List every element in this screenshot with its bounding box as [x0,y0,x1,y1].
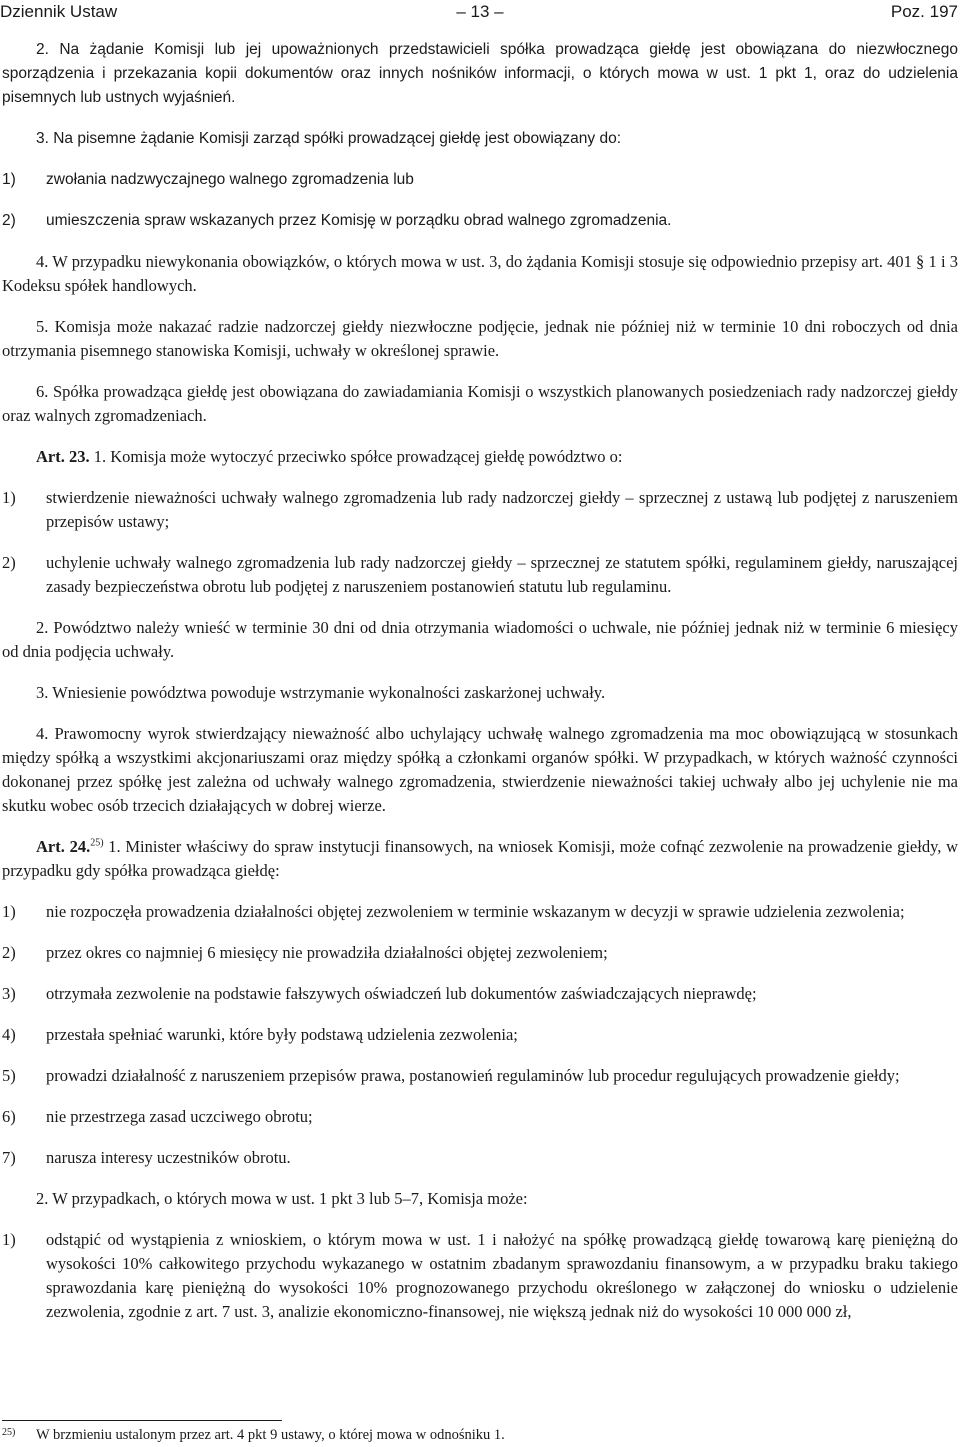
item-number: 7) [2,1148,16,1167]
list-item [2,900,958,924]
list-item [2,982,958,1006]
item-number: 2) [2,943,16,962]
footnote-mark: 25) [2,1427,16,1438]
article-intro-text: 1. Komisja może wytoczyć przeciwko spółce prowadzącej giełdę powództwo o: [89,447,623,466]
footnote-divider [2,1420,282,1421]
item-number: 4) [2,1025,16,1044]
item-text: uchylenie uchwały walnego zgromadzenia lub rady nadzorczej giełdy – sprzecznej ze statutem spółki, regulaminem giełdy, naruszającej zasady bezpieczeństwa obrotu lub podjętej z naruszeniem postanowień statutu lub regulaminu. [46,553,958,596]
list-item [2,486,958,534]
item-text: stwierdzenie nieważności uchwały walnego zgromadzenia lub rady nadzorczej giełdy – sprzecznej z ustawą lub podjętej z naruszeniem przepisów ustawy; [46,488,958,531]
list-item [2,551,958,599]
item-number: 1) [2,488,16,507]
paragraph-4: 4. W przypadku niewykonania obowiązków, o których mowa w ust. 3, do żądania Komisji stosuje się odpowiednio przepisy art. 401 § 1 i 3 Kodeksu spółek handlowych. [2,252,958,295]
item-number: 2) [2,553,16,572]
document-body [2,38,958,1341]
item-number: 3) [2,984,16,1003]
paragraph-5: 5. Komisja może nakazać radzie nadzorczej giełdy niezwłoczne podjęcie, jednak nie później niż w terminie 10 dni roboczych od dnia otrzymania pisemnego stanowiska Komisji, uchwały w określonej sprawie. [2,317,958,360]
item-text: nie przestrzega zasad uczciwego obrotu; [46,1107,313,1126]
item-text: nie rozpoczęła prowadzenia działalności objętej zezwoleniem w terminie wskazanym w decyzji w sprawie udzielenia zezwolenia; [46,902,905,921]
item-text: zwołania nadzwyczajnego walnego zgromadzenia lub [46,171,414,188]
item-text: odstąpić od wystąpienia z wnioskiem, o którym mowa w ust. 1 i nałożyć na spółkę prowadzącą giełdę towarową karę pieniężną do wysokości 10% całkowitego przychodu wykazanego w ostatnim zbadanym sprawozdaniu finansowym, a w przypadku braku takiego sprawozdania karę pieniężną do wysokości 10% prognozowanego przychodu określonego w załączonej do wniosku o udzielenie zezwolenia, zgodnie z art. 7 ust. 3, analizie ekonomiczno-finansowej, nie większą jednak niż do wysokości 10 000 000 zł, [46,1230,958,1321]
page-number: – 13 – [456,2,504,21]
item-text: prowadzi działalność z naruszeniem przepisów prawa, postanowień regulaminów lub procedur regulujących prowadzenie giełdy; [46,1066,900,1085]
footnote-reference: 25) [90,837,104,849]
art-24-intro [2,835,958,883]
list-item [2,1228,958,1324]
list-item [2,941,958,965]
art-24-paragraph-2: 2. W przypadkach, o których mowa w ust. 1 pkt 3 lub 5–7, Komisja może: [36,1189,528,1208]
art-23-paragraph-4: 4. Prawomocny wyrok stwierdzający nieważność albo uchylający uchwałę walnego zgromadzenia ma moc obowiązującą w stosunkach między spółką a wszystkimi akcjonariuszami oraz między spółką a członkami organów spółki. W przypadkach, w których ważność czynności dokonanej przez spółkę jest zależna od uchwały walnego zgromadzenia, stwierdzenie nieważności takiej uchwały albo jej uchylenie nie ma skutku wobec osób trzecich działających w dobrej wierze. [2,724,958,815]
item-number: 6) [2,1107,16,1126]
list-item [2,1064,958,1088]
journal-title: Dziennik Ustaw [0,2,118,21]
item-text: narusza interesy uczestników obrotu. [46,1148,291,1167]
item-text: umieszczenia spraw wskazanych przez Komisję w porządku obrad walnego zgromadzenia. [46,212,672,229]
footnote [2,1425,958,1445]
page-header [0,0,960,26]
list-item [2,209,958,233]
item-number: 1) [2,902,16,921]
art-23-intro [2,445,958,469]
item-number: 1) [2,1230,16,1249]
footnote-text: W brzmieniu ustalonym przez art. 4 pkt 9 ustawy, o której mowa w odnośniku 1. [36,1427,505,1443]
list-item [2,168,958,192]
article-intro-text: 1. Minister właściwy do spraw instytucji finansowych, na wniosek Komisji, może cofnąć zezwolenie na prowadzenie giełdy, w przypadku gdy spółka prowadząca giełdę: [2,837,959,880]
item-text: przez okres co najmniej 6 miesięcy nie prowadziła działalności objętej zezwoleniem; [46,943,608,962]
position-number: Poz. 197 [890,2,958,21]
art-23-paragraph-2: 2. Powództwo należy wnieść w terminie 30 dni od dnia otrzymania wiadomości o uchwale, nie później jednak niż w terminie 6 miesięcy od dnia podjęcia uchwały. [2,618,958,661]
item-number: 5) [2,1066,16,1085]
list-item [2,1023,958,1047]
article-label: Art. 23. [36,447,90,466]
item-number: 2) [2,212,16,229]
paragraph-2: 2. Na żądanie Komisji lub jej upoważnionych przedstawicieli spółka prowadząca giełdę jest obowiązana do niezwłocznego sporządzenia i przekazania kopii dokumentów oraz innych nośników informacji, o których mowa w ust. 1 pkt 1, oraz do udzielenia pisemnych lub ustnych wyjaśnień. [2,41,958,106]
item-text: otrzymała zezwolenie na podstawie fałszywych oświadczeń lub dokumentów zaświadczających nieprawdę; [46,984,757,1003]
list-item [2,1105,958,1129]
item-number: 1) [2,171,16,188]
article-label: Art. 24. [36,837,91,856]
paragraph-3: 3. Na pisemne żądanie Komisji zarząd spółki prowadzącej giełdę jest obowiązany do: [36,130,622,147]
item-text: przestała spełniać warunki, które były podstawą udzielenia zezwolenia; [46,1025,518,1044]
paragraph-6: 6. Spółka prowadząca giełdę jest obowiązana do zawiadamiania Komisji o wszystkich planowanych posiedzeniach rady nadzorczej giełdy oraz walnych zgromadzeniach. [2,382,958,425]
art-23-paragraph-3: 3. Wniesienie powództwa powoduje wstrzymanie wykonalności zaskarżonej uchwały. [36,683,606,702]
list-item [2,1146,958,1170]
